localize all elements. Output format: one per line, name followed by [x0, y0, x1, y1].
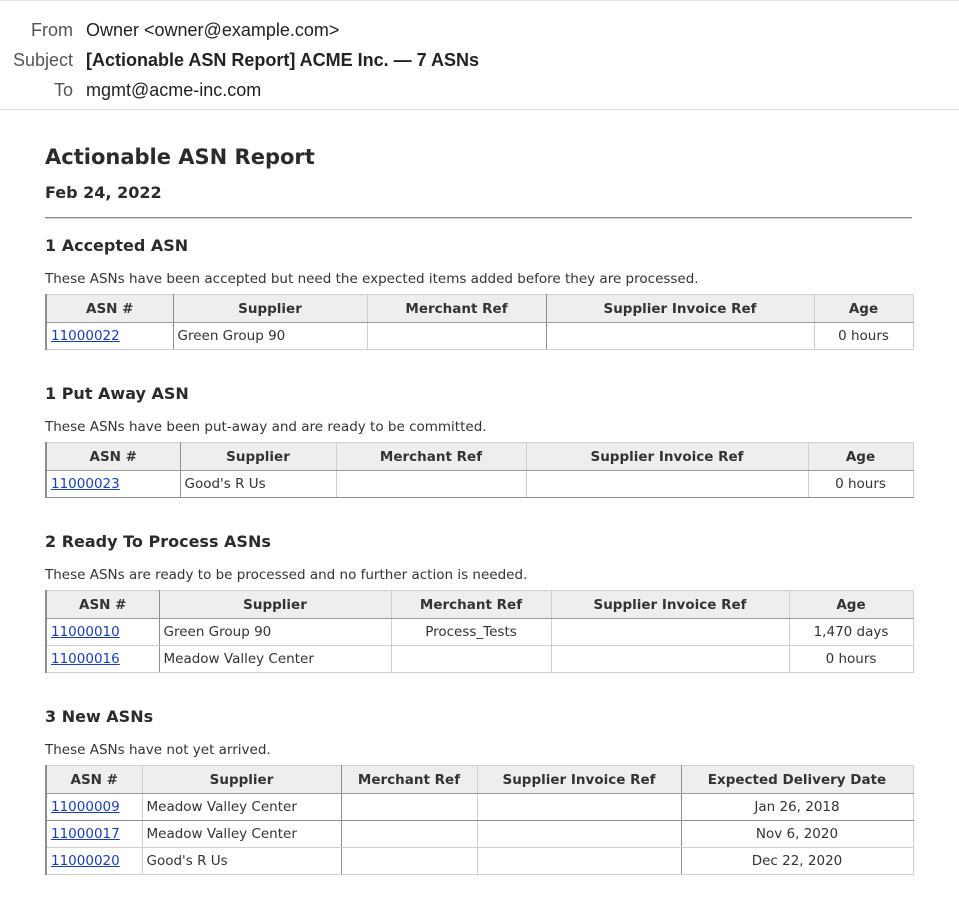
supplier-cell: Meadow Valley Center: [159, 646, 391, 673]
asn-table: [45, 294, 914, 350]
asn-cell: [46, 323, 173, 350]
asn-table: [45, 590, 914, 673]
merchant-ref-cell: Process_Tests: [391, 619, 551, 646]
asn-cell: [46, 646, 159, 673]
section-description: These ASNs have been accepted but need the expected items added before they are processed.: [45, 271, 699, 287]
merchant-ref-cell: [367, 323, 546, 350]
table-row: [46, 619, 913, 646]
to-label: To: [53, 80, 73, 100]
asn-cell: [46, 794, 142, 821]
col-age: Age: [789, 591, 913, 619]
supplier-invoice-ref-cell: [546, 323, 814, 350]
email-header: [0, 0, 959, 110]
asn-link[interactable]: 11000016: [51, 651, 120, 667]
supplier-cell: Good's R Us: [142, 848, 341, 875]
merchant-ref-cell: [341, 848, 477, 875]
col-supplier-invoice-ref: Supplier Invoice Ref: [546, 295, 814, 323]
col-asn: ASN #: [46, 591, 159, 619]
section-title: 1 Accepted ASN: [45, 236, 189, 255]
from-row: [0, 18, 959, 42]
col-merchant-ref: Merchant Ref: [336, 443, 526, 471]
age-cell: 0 hours: [814, 323, 913, 350]
asn-cell: [46, 471, 180, 498]
asn-cell: [46, 821, 142, 848]
col-asn: ASN #: [46, 766, 142, 794]
col-asn: ASN #: [46, 295, 173, 323]
asn-link[interactable]: 11000009: [51, 799, 120, 815]
asn-cell: [46, 848, 142, 875]
supplier-invoice-ref-cell: [477, 821, 681, 848]
col-supplier: Supplier: [142, 766, 341, 794]
col-supplier-invoice-ref: Supplier Invoice Ref: [477, 766, 681, 794]
subject-label: Subject: [12, 50, 73, 70]
table-header-row: [46, 766, 913, 794]
asn-table: [45, 765, 914, 875]
supplier-cell: Green Group 90: [173, 323, 367, 350]
col-supplier: Supplier: [159, 591, 391, 619]
asn-link[interactable]: 11000023: [51, 476, 120, 492]
report-title: Actionable ASN Report: [45, 145, 315, 169]
asn-table: [45, 442, 914, 498]
table-row: [46, 821, 913, 848]
section-title: 2 Ready To Process ASNs: [45, 532, 271, 551]
col-supplier: Supplier: [173, 295, 367, 323]
col-age: Age: [808, 443, 913, 471]
section-title: 1 Put Away ASN: [45, 384, 189, 403]
col-merchant-ref: Merchant Ref: [367, 295, 546, 323]
asn-link[interactable]: 11000020: [51, 853, 120, 869]
supplier-invoice-ref-cell: [477, 794, 681, 821]
table-header-row: [46, 443, 913, 471]
asn-cell: [46, 619, 159, 646]
asn-link[interactable]: 11000010: [51, 624, 120, 640]
col-merchant-ref: Merchant Ref: [341, 766, 477, 794]
age-cell: 0 hours: [789, 646, 913, 673]
to-value[interactable]: mgmt@acme-inc.com: [86, 80, 262, 100]
expected-delivery-cell: Jan 26, 2018: [681, 794, 913, 821]
col-supplier: Supplier: [180, 443, 336, 471]
age-cell: 1,470 days: [789, 619, 913, 646]
supplier-invoice-ref-cell: [551, 646, 789, 673]
supplier-cell: Good's R Us: [180, 471, 336, 498]
subject-row: [0, 48, 959, 72]
col-merchant-ref: Merchant Ref: [391, 591, 551, 619]
age-cell: 0 hours: [808, 471, 913, 498]
table-row: [46, 323, 913, 350]
col-supplier-invoice-ref: Supplier Invoice Ref: [526, 443, 808, 471]
supplier-cell: Green Group 90: [159, 619, 391, 646]
report-date: Feb 24, 2022: [45, 183, 162, 202]
col-asn: ASN #: [46, 443, 180, 471]
col-expected-delivery-date: Expected Delivery Date: [681, 766, 913, 794]
table-header-row: [46, 295, 913, 323]
section-description: These ASNs have not yet arrived.: [45, 742, 271, 758]
expected-delivery-cell: Nov 6, 2020: [681, 821, 913, 848]
asn-link[interactable]: 11000017: [51, 826, 120, 842]
col-supplier-invoice-ref: Supplier Invoice Ref: [551, 591, 789, 619]
subject-value: [Actionable ASN Report] ACME Inc. — 7 ASNs: [86, 50, 480, 70]
supplier-cell: Meadow Valley Center: [142, 794, 341, 821]
merchant-ref-cell: [341, 794, 477, 821]
section-description: These ASNs are ready to be processed and no further action is needed.: [45, 567, 528, 583]
from-label: From: [31, 20, 73, 40]
table-row: [46, 848, 913, 875]
supplier-cell: Meadow Valley Center: [142, 821, 341, 848]
table-row: [46, 646, 913, 673]
section-title: 3 New ASNs: [45, 707, 154, 726]
section-description: These ASNs have been put-away and are ready to be committed.: [45, 419, 487, 435]
supplier-invoice-ref-cell: [551, 619, 789, 646]
supplier-invoice-ref-cell: [477, 848, 681, 875]
col-age: Age: [814, 295, 913, 323]
to-row: [0, 78, 959, 102]
merchant-ref-cell: [391, 646, 551, 673]
divider: [45, 217, 912, 219]
from-value[interactable]: Owner <owner@example.com>: [86, 20, 340, 40]
table-row: [46, 794, 913, 821]
table-row: [46, 471, 913, 498]
asn-link[interactable]: 11000022: [51, 328, 120, 344]
supplier-invoice-ref-cell: [526, 471, 808, 498]
merchant-ref-cell: [336, 471, 526, 498]
table-header-row: [46, 591, 913, 619]
merchant-ref-cell: [341, 821, 477, 848]
expected-delivery-cell: Dec 22, 2020: [681, 848, 913, 875]
